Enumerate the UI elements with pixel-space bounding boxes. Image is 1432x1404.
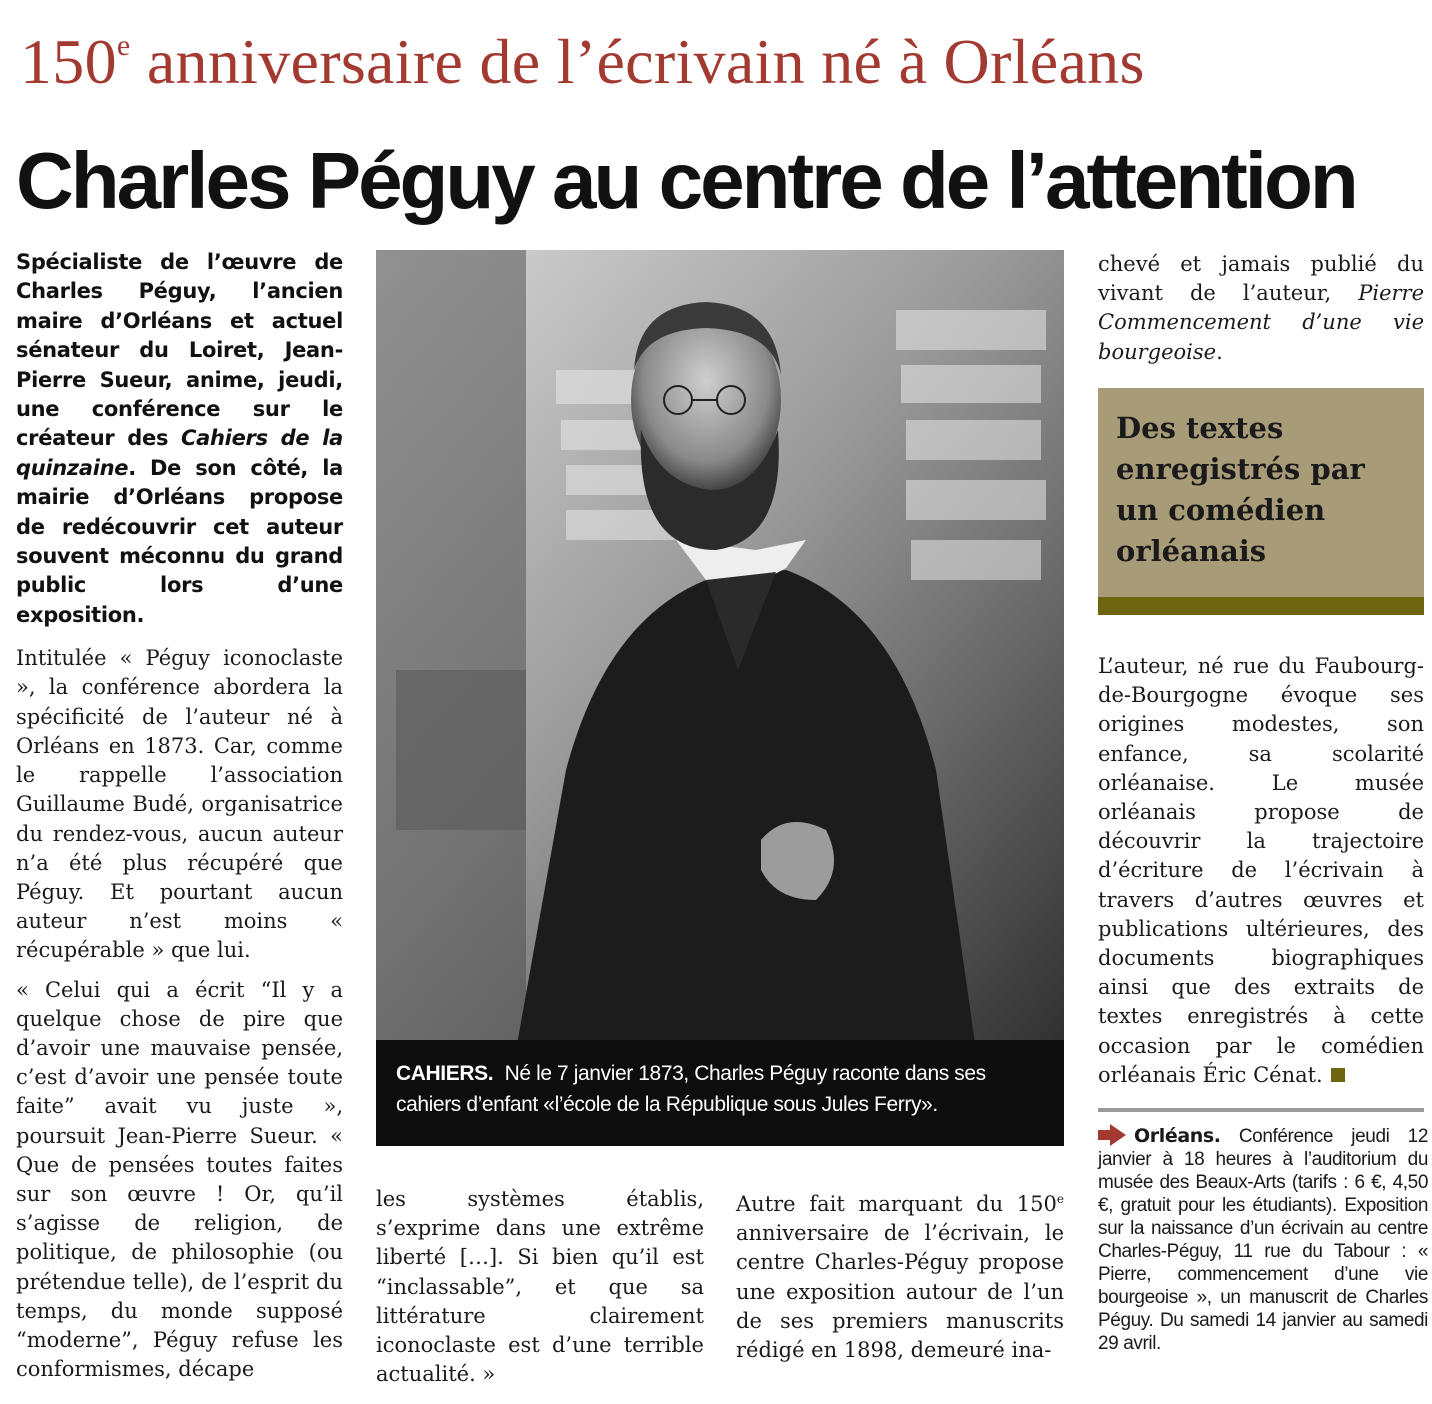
- headline: Charles Péguy au centre de l’attention: [16, 136, 1356, 225]
- pull-quote-box: [1098, 388, 1424, 600]
- portrait-image: [376, 250, 1064, 1146]
- kicker-title: 150e anniversaire de l’écrivain né à Orléans: [20, 26, 1145, 97]
- pull-quote-text: Des textes enregistrés par un comédien orléanais: [1116, 411, 1365, 568]
- caption-text: Né le 7 janvier 1873, Charles Péguy raconte dans ses cahiers d’enfant «l’école de la République sous Jules Ferry».: [396, 1062, 986, 1116]
- photo-caption: [396, 1058, 1046, 1120]
- portrait-photo: [376, 250, 1064, 1146]
- info-text: Conférence jeudi 12 janvier à 18 heures à l’auditorium du musée des Beaux-Arts (tarifs : 6 €, 4,50 €, gratuit pour les étudiants). Exposition sur la naissance d’un écrivain au centre Charles-Péguy, 11 rue du Tabour : « Pierre, commencement d’une vie bourgeoise », un manuscrit de Charles Péguy. Du samedi 14 janvier au samedi 29 avril.: [1098, 1126, 1428, 1354]
- body-paragraph: les systèmes établis, s’exprime dans une extrême liberté […]. Si bien qu’il est “inclassable”, et que sa littérature clairement iconoclaste est d’une terrible actualité. »: [376, 1187, 704, 1387]
- practical-info: [1098, 1124, 1428, 1355]
- pull-quote-bar: [1098, 597, 1424, 615]
- body-paragraph: « Celui qui a écrit “Il y a quelque chose de pire que d’avoir une mauvaise pensée, c’est d’avoir une pensée toute faite” avait vu juste », poursuit Jean-Pierre Sueur. « Que de pensées toutes faites sur son œuvre ! Or, qu’il s’agisse de religion, de politique, de philosophie (ou prétendue telle), de l’esprit du temps, du monde supposé “moderne”, Péguy refuse les conformismes, décape: [16, 977, 343, 1382]
- info-divider: [1098, 1108, 1424, 1112]
- caption-label: CAHIERS.: [396, 1062, 494, 1085]
- body-paragraph: Intitulée « Péguy iconoclaste », la conférence abordera la spécificité de l’auteur né à Orléans en 1873. Car, comme le rappelle l’association Guillaume Budé, organisatrice du rendez-vous, aucun auteur n’a été plus récupéré que Péguy. Et pourtant aucun auteur n’est moins « récupérable » que lui.: [16, 646, 343, 963]
- body-paragraph: L’auteur, né rue du Faubourg-de-Bourgogne évoque ses origines modestes, son enfance, sa scolarité orléanaise. Le musée orléanais propose de découvrir la trajectoire d’écriture de l’écrivain à travers d’autres œuvres et publications ultérieures, des documents biographiques ainsi que des extraits de textes enregistrés à cette occasion par le comédien orléanais Éric Cénat.: [1098, 654, 1424, 1087]
- column-4-top: [1098, 250, 1424, 367]
- arrow-right-icon: [1098, 1124, 1126, 1146]
- column-2: [376, 1185, 704, 1389]
- lead-paragraph: Spécialiste de l’œuvre de Charles Péguy, l’ancien maire d’Orléans et actuel sénateur du Loiret, Jean-Pierre Sueur, anime, jeudi, une conférence sur le créateur des Cahiers de la quinzaine. De son côté, la mairie d’Orléans propose de redécouvrir cet auteur souvent méconnu du grand public lors d’une exposition.: [16, 250, 343, 627]
- end-square-icon: [1331, 1068, 1345, 1082]
- column-3: [736, 1185, 1064, 1365]
- column-4-bottom: [1098, 652, 1424, 1090]
- column-1: [16, 248, 343, 1384]
- body-paragraph: Autre fait marquant du 150e anniversaire de l’écrivain, le centre Charles-Péguy propose une exposition autour de l’un de ses premiers manuscrits rédigé en 1898, demeuré ina-: [736, 1192, 1064, 1363]
- info-city: Orléans.: [1134, 1125, 1221, 1147]
- body-paragraph: chevé et jamais publié du vivant de l’auteur, Pierre Commencement d’une vie bourgeoise.: [1098, 252, 1424, 364]
